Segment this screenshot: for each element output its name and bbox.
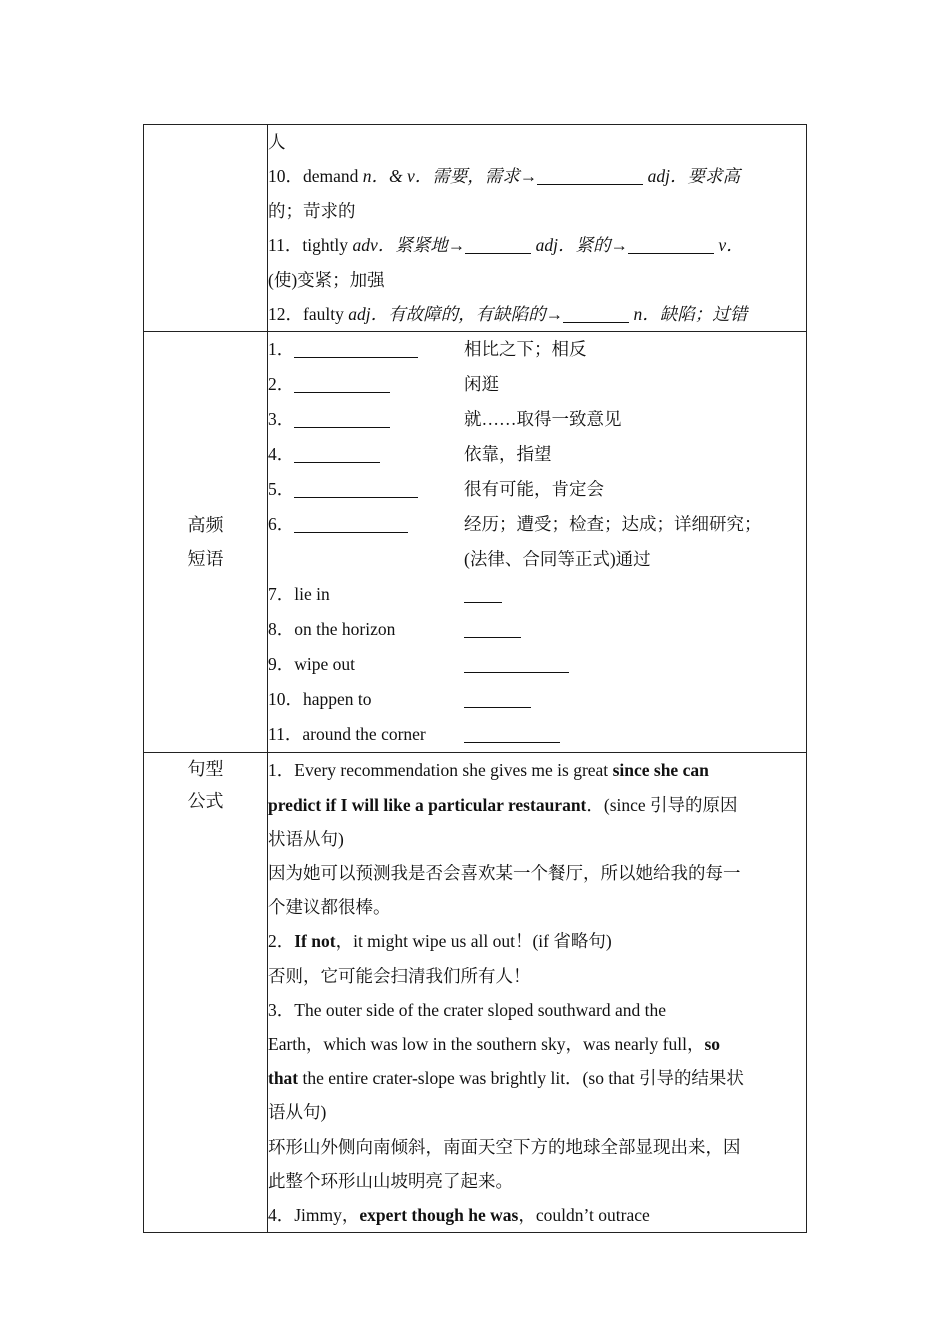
translation-line: 此整个环形山山坡明亮了起来。 xyxy=(268,1170,513,1191)
text-line: (使)变紧；加强 xyxy=(268,269,385,290)
row-label-empty xyxy=(144,125,268,332)
answer-blank[interactable] xyxy=(294,442,380,463)
translation-line: 因为她可以预测我是否会喜欢某一个餐厅，所以她给我的每一 xyxy=(268,862,741,883)
answer-blank[interactable] xyxy=(464,722,560,743)
text-line: 12．faulty adj．有故障的，有缺陷的→ n．缺陷；过错 xyxy=(268,303,748,324)
text-line: 11．tightly adv．紧紧地→ adj．紧的→ v． xyxy=(268,235,744,256)
phrase-item: 6． 经历；遭受；检查；达成；详细研究； xyxy=(268,514,762,535)
phrase-item: 7．lie in xyxy=(268,577,806,612)
answer-blank[interactable] xyxy=(465,233,531,254)
phrase-item: 3． 就……取得一致意见 xyxy=(268,409,622,430)
phrase-item: 4． 依靠，指望 xyxy=(268,444,552,465)
answer-blank[interactable] xyxy=(628,233,714,254)
answer-blank[interactable] xyxy=(464,687,531,708)
sentence-line: 状语从句) xyxy=(268,828,344,849)
phrase-item: 2． 闲逛 xyxy=(268,374,499,395)
phrase-item: 8．on the horizon xyxy=(268,612,806,647)
phrases-content xyxy=(268,332,807,753)
phrase-item: 9．wipe out xyxy=(268,647,806,682)
sentence-line: 4．Jimmy，expert though he was，couldn’t outrace xyxy=(268,1204,650,1225)
answer-blank[interactable] xyxy=(294,477,418,498)
answer-blank[interactable] xyxy=(563,302,629,323)
phrase-item: 5． 很有可能，肯定会 xyxy=(268,479,604,500)
word-forms-row xyxy=(144,125,807,332)
text-line: 的；苛求的 xyxy=(268,200,356,221)
answer-blank[interactable] xyxy=(464,617,521,638)
sentence-line: 2．If not，it might wipe us all out！(if 省略句) xyxy=(268,931,612,952)
phrase-item: 11．around the corner xyxy=(268,717,806,752)
answer-blank[interactable] xyxy=(537,164,643,185)
answer-blank[interactable] xyxy=(464,582,502,603)
sentence-content xyxy=(268,753,807,1233)
label-line: 句型 xyxy=(187,759,224,780)
answer-blank[interactable] xyxy=(294,372,390,393)
translation-line: 环形山外侧向南倾斜，南面天空下方的地球全部显现出来，因 xyxy=(268,1136,741,1157)
word-forms-content xyxy=(268,125,807,332)
sentence-patterns-row xyxy=(144,753,807,1233)
text-line: 10．demand n．& v．需要，需求→ adj．要求高 xyxy=(268,166,741,187)
label-line: 高频 xyxy=(187,515,224,536)
phrase-item: 1． 相比之下；相反 xyxy=(268,339,587,360)
vocabulary-table xyxy=(143,124,807,1233)
sentence-line: 语从句) xyxy=(268,1102,327,1123)
sentence-line: that the entire crater-slope was brightly lit．(so that 引导的结果状 xyxy=(268,1068,744,1089)
answer-blank[interactable] xyxy=(464,652,569,673)
sentence-label xyxy=(144,753,268,1233)
phrase-item: 10．happen to xyxy=(268,682,806,717)
phrases-label xyxy=(144,332,268,753)
sentence-line: 3．The outer side of the crater sloped southward and the xyxy=(268,999,666,1020)
answer-blank[interactable] xyxy=(294,407,390,428)
translation-line: 个建议都很棒。 xyxy=(268,897,391,918)
sentence-line: predict if I will like a particular restaurant．(since 引导的原因 xyxy=(268,794,738,815)
phrases-row xyxy=(144,332,807,753)
answer-blank[interactable] xyxy=(294,337,418,358)
text-line: 人 xyxy=(268,132,286,152)
translation-line: 否则，它可能会扫清我们所有人！ xyxy=(268,965,531,986)
sentence-line: 1．Every recommendation she gives me is great since she can xyxy=(268,760,709,781)
phrase-item: (法律、合同等正式)通过 xyxy=(464,549,651,570)
sentence-line: Earth，which was low in the southern sky，was nearly full，so xyxy=(268,1033,721,1054)
label-line: 公式 xyxy=(187,791,224,812)
label-line: 短语 xyxy=(187,549,224,570)
answer-blank[interactable] xyxy=(294,512,408,533)
